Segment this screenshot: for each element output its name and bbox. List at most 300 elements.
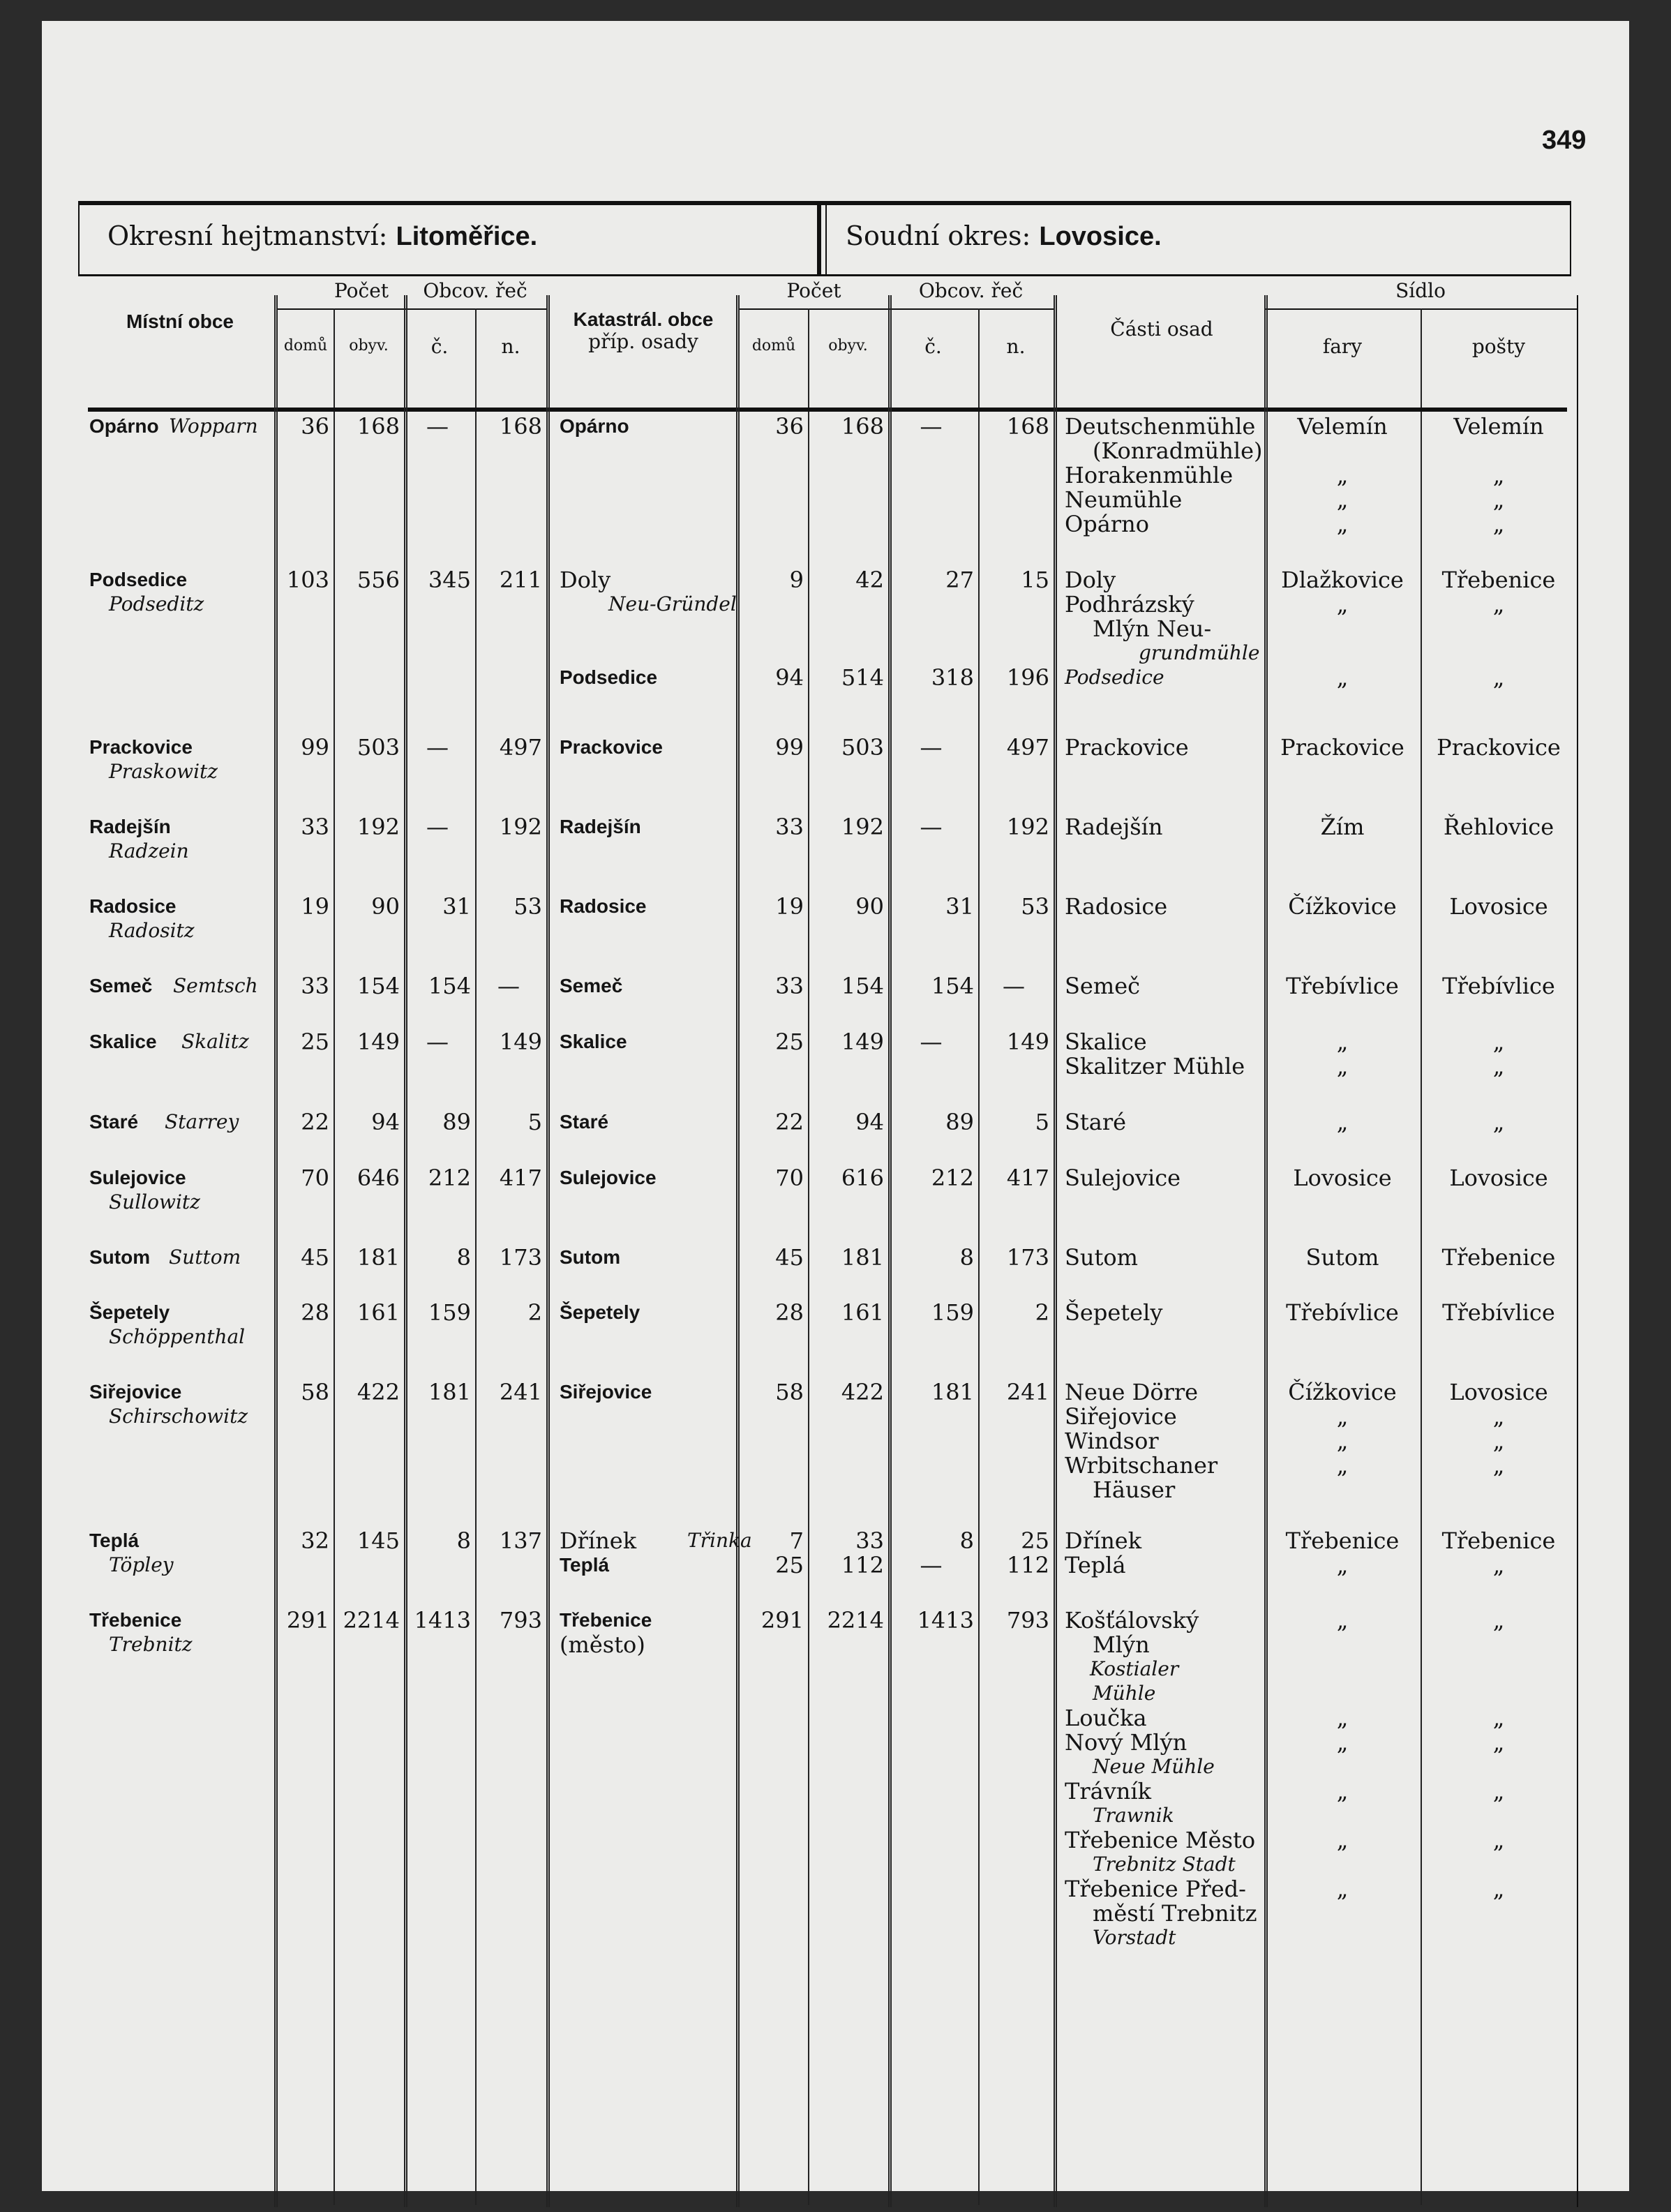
obec-domu: 19 bbox=[301, 893, 329, 920]
katastral-domu: 94 bbox=[775, 664, 804, 691]
cast-osady: Podsedice bbox=[1065, 666, 1164, 689]
fary-value: Třebívlice bbox=[1286, 1299, 1399, 1326]
obec-obyv: 181 bbox=[357, 1244, 400, 1271]
fary-value: Lovosice bbox=[1293, 1165, 1392, 1191]
posty-value: „ bbox=[1492, 1607, 1505, 1634]
obec-domu: 33 bbox=[301, 973, 329, 999]
posty-value: „ bbox=[1492, 1552, 1505, 1578]
header-mistni-obce: Místní obce bbox=[126, 311, 234, 332]
katastral-n: — bbox=[1003, 973, 1025, 999]
cast-osady: Neumühle bbox=[1065, 486, 1183, 513]
title-divider bbox=[817, 205, 821, 274]
obec-obyv: 646 bbox=[357, 1165, 400, 1191]
cast-osady: Vorstadt bbox=[1093, 1926, 1176, 1949]
header-casti-osad: Části osad bbox=[1110, 317, 1213, 341]
cast-osady: Trawnik bbox=[1093, 1804, 1174, 1827]
header-obyv: obyv. bbox=[349, 337, 389, 354]
posty-value: „ bbox=[1492, 1428, 1505, 1454]
posty-value: Lovosice bbox=[1449, 1379, 1548, 1405]
page-number: 349 bbox=[1542, 126, 1587, 155]
katastral-domu: 25 bbox=[775, 1552, 804, 1578]
fary-value: „ bbox=[1336, 1607, 1349, 1634]
obec-name: Sulejovice bbox=[89, 1167, 186, 1188]
header-fary: fary bbox=[1322, 335, 1363, 358]
katastral-name: Radejšín bbox=[560, 816, 641, 837]
katastral-domu: 99 bbox=[775, 734, 804, 761]
cast-osady: Sulejovice bbox=[1065, 1165, 1181, 1191]
column-rule bbox=[1421, 308, 1422, 408]
fary-value: „ bbox=[1336, 664, 1349, 691]
obec-n: 137 bbox=[499, 1527, 542, 1554]
katastral-c: — bbox=[920, 413, 943, 440]
katastral-n: 5 bbox=[1035, 1109, 1049, 1135]
cast-osady: Siřejovice bbox=[1065, 1403, 1177, 1430]
obec-obyv: 556 bbox=[357, 567, 400, 593]
obec-n: 5 bbox=[527, 1109, 542, 1135]
obec-name: Prackovice bbox=[89, 736, 193, 758]
obec-c: — bbox=[426, 734, 449, 761]
obec-name: Skalice bbox=[89, 1031, 157, 1052]
obec-obyv: 94 bbox=[371, 1109, 400, 1135]
cast-osady: Třebenice Město bbox=[1065, 1827, 1256, 1853]
posty-value: Prackovice bbox=[1437, 734, 1561, 761]
obec-n: 417 bbox=[499, 1165, 542, 1191]
katastral-n: 192 bbox=[1006, 814, 1049, 840]
obec-c: — bbox=[426, 413, 449, 440]
katastral-n: 196 bbox=[1006, 664, 1049, 691]
district-label: Okresní hejtmanství: bbox=[107, 221, 388, 251]
fary-value: „ bbox=[1336, 1053, 1349, 1079]
obec-name: Teplá bbox=[89, 1530, 140, 1551]
katastral-c: 8 bbox=[959, 1527, 974, 1554]
posty-value: „ bbox=[1492, 664, 1505, 691]
obec-n: 149 bbox=[499, 1029, 542, 1055]
obec-c: — bbox=[426, 814, 449, 840]
katastral-n: 497 bbox=[1006, 734, 1049, 761]
cast-osady: Skalice bbox=[1065, 1029, 1147, 1055]
header-obcov-rec: Obcov. řeč bbox=[423, 279, 527, 302]
title-box bbox=[78, 201, 1571, 276]
obec-name: Opárno bbox=[89, 415, 159, 437]
katastral-domu: 9 bbox=[789, 567, 804, 593]
court-title bbox=[846, 221, 1162, 252]
cast-osady: Třebenice Před- bbox=[1065, 1876, 1246, 1902]
obec-name-de: Semtsch bbox=[173, 974, 258, 997]
katastral-name: Teplá bbox=[560, 1554, 610, 1576]
katastral-sub: (město) bbox=[560, 1631, 645, 1658]
obec-name-de: Sullowitz bbox=[109, 1190, 200, 1213]
obec-c: 345 bbox=[428, 567, 471, 593]
obec-name-de: Töpley bbox=[109, 1553, 174, 1576]
obec-domu: 70 bbox=[301, 1165, 329, 1191]
katastral-domu: 33 bbox=[775, 973, 804, 999]
katastral-obyv: 149 bbox=[841, 1029, 884, 1055]
court-name: Lovosice. bbox=[1039, 222, 1162, 251]
posty-value: Třebenice bbox=[1441, 567, 1556, 593]
katastral-c: 1413 bbox=[917, 1607, 974, 1634]
header-c: č. bbox=[430, 335, 449, 358]
cast-osady: Šepetely bbox=[1065, 1299, 1163, 1326]
obec-c: 154 bbox=[428, 973, 471, 999]
obec-name: Třebenice bbox=[89, 1609, 182, 1631]
obec-name: Podsedice bbox=[89, 569, 188, 590]
posty-value: „ bbox=[1492, 1827, 1505, 1853]
obec-domu: 291 bbox=[286, 1607, 329, 1634]
katastral-n: 417 bbox=[1006, 1165, 1049, 1191]
obec-name-de: Podseditz bbox=[109, 592, 204, 615]
cast-osady: Mlýn bbox=[1093, 1631, 1150, 1658]
katastral-obyv: 192 bbox=[841, 814, 884, 840]
obec-c: 1413 bbox=[414, 1607, 471, 1634]
fary-value: „ bbox=[1336, 511, 1349, 537]
obec-name-de: Schirschowitz bbox=[109, 1405, 248, 1428]
obec-obyv: 145 bbox=[357, 1527, 400, 1554]
cast-osady: Radejšín bbox=[1065, 814, 1163, 840]
cast-osady: Radosice bbox=[1065, 893, 1168, 920]
cast-osady: Košťálovský bbox=[1065, 1607, 1199, 1634]
header-n-2: n. bbox=[1006, 335, 1026, 358]
posty-value: „ bbox=[1492, 486, 1505, 513]
header-subrule-2 bbox=[740, 308, 1054, 310]
cast-osady: Opárno bbox=[1065, 511, 1149, 537]
obec-n: 168 bbox=[499, 413, 542, 440]
katastral-obyv: 154 bbox=[841, 973, 884, 999]
cast-osady: Semeč bbox=[1065, 973, 1141, 999]
column-rule bbox=[475, 308, 477, 408]
obec-n: — bbox=[497, 973, 520, 999]
header-sidlo: Sídlo bbox=[1395, 279, 1446, 302]
obec-c: 89 bbox=[442, 1109, 471, 1135]
katastral-c: — bbox=[920, 734, 943, 761]
posty-value: Třebenice bbox=[1441, 1244, 1556, 1271]
katastral-obyv: 112 bbox=[841, 1552, 884, 1578]
katastral-domu: 7 bbox=[789, 1527, 804, 1554]
katastral-n: 793 bbox=[1006, 1607, 1049, 1634]
cast-osady: Dřínek bbox=[1065, 1527, 1142, 1554]
katastral-name: Podsedice bbox=[560, 666, 658, 688]
katastral-c: 212 bbox=[931, 1165, 974, 1191]
posty-value: Třebenice bbox=[1441, 1527, 1556, 1554]
katastral-name: Sutom bbox=[560, 1246, 621, 1268]
katastral-c: 181 bbox=[931, 1379, 974, 1405]
katastral-domu: 33 bbox=[775, 814, 804, 840]
katastral-c: 31 bbox=[945, 893, 974, 920]
cast-osady: Teplá bbox=[1065, 1552, 1126, 1578]
obec-name-de: Suttom bbox=[169, 1246, 241, 1269]
fary-value: Sutom bbox=[1305, 1244, 1379, 1271]
katastral-n: 149 bbox=[1006, 1029, 1049, 1055]
fary-value: Čížkovice bbox=[1288, 1379, 1397, 1405]
header-obyv-2: obyv. bbox=[828, 337, 868, 354]
katastral-c: 27 bbox=[945, 567, 974, 593]
katastral-obyv: 42 bbox=[855, 567, 884, 593]
fary-value: „ bbox=[1336, 1876, 1349, 1902]
obec-n: 241 bbox=[499, 1379, 542, 1405]
katastral-name: Šepetely bbox=[560, 1301, 640, 1323]
cast-osady: Wrbitschaner bbox=[1065, 1452, 1218, 1479]
cast-osady: Mühle bbox=[1093, 1682, 1156, 1705]
katastral-obyv: 168 bbox=[841, 413, 884, 440]
obec-domu: 33 bbox=[301, 814, 329, 840]
katastral-domu: 25 bbox=[775, 1029, 804, 1055]
cast-osady: městí Trebnitz bbox=[1093, 1900, 1257, 1927]
posty-value: „ bbox=[1492, 1778, 1505, 1804]
obec-obyv: 149 bbox=[357, 1029, 400, 1055]
cast-osady: Neue Dörre bbox=[1065, 1379, 1199, 1405]
katastral-name-de: Třinka bbox=[687, 1529, 752, 1552]
cast-osady: Trebnitz Stadt bbox=[1093, 1853, 1236, 1876]
obec-name: Semeč bbox=[89, 975, 153, 996]
fary-value: „ bbox=[1336, 462, 1349, 488]
katastral-domu: 22 bbox=[775, 1109, 804, 1135]
katastral-c: 318 bbox=[931, 664, 974, 691]
obec-domu: 58 bbox=[301, 1379, 329, 1405]
obec-name-de: Trebnitz bbox=[109, 1633, 193, 1656]
header-posty: pošty bbox=[1471, 335, 1526, 358]
katastral-c: — bbox=[920, 1552, 943, 1578]
obec-c: — bbox=[426, 1029, 449, 1055]
obec-n: 2 bbox=[527, 1299, 542, 1326]
katastral-domu: 291 bbox=[760, 1607, 804, 1634]
katastral-name-de: Neu-Gründel bbox=[608, 592, 737, 615]
fary-value: „ bbox=[1336, 1452, 1349, 1479]
posty-value: Lovosice bbox=[1449, 893, 1548, 920]
katastral-domu: 28 bbox=[775, 1299, 804, 1326]
katastral-name: Radosice bbox=[560, 895, 647, 917]
katastral-n: 241 bbox=[1006, 1379, 1049, 1405]
obec-domu: 28 bbox=[301, 1299, 329, 1326]
katastral-domu: 45 bbox=[775, 1244, 804, 1271]
obec-n: 173 bbox=[499, 1244, 542, 1271]
cast-osady: Loučka bbox=[1065, 1705, 1147, 1731]
obec-obyv: 161 bbox=[357, 1299, 400, 1326]
cast-osady: Podhrázský bbox=[1065, 591, 1194, 618]
fary-value: Velemín bbox=[1297, 413, 1388, 440]
obec-obyv: 192 bbox=[357, 814, 400, 840]
obec-obyv: 2214 bbox=[343, 1607, 400, 1634]
cast-osady: Mlýn Neu- bbox=[1093, 615, 1212, 642]
obec-obyv: 168 bbox=[357, 413, 400, 440]
cast-osady: Prackovice bbox=[1065, 734, 1189, 761]
obec-name-de: Schöppenthal bbox=[109, 1325, 246, 1348]
obec-n: 53 bbox=[514, 893, 542, 920]
katastral-name: Dřínek bbox=[560, 1527, 637, 1554]
katastral-n: 53 bbox=[1021, 893, 1049, 920]
obec-domu: 22 bbox=[301, 1109, 329, 1135]
document-page bbox=[42, 21, 1629, 2191]
katastral-name: Opárno bbox=[560, 415, 629, 437]
obec-c: 181 bbox=[428, 1379, 471, 1405]
header-subrule-1 bbox=[278, 308, 546, 310]
column-rule bbox=[978, 308, 980, 408]
obec-name: Radejšín bbox=[89, 816, 171, 837]
katastral-n: 2 bbox=[1035, 1299, 1049, 1326]
katastral-c: — bbox=[920, 1029, 943, 1055]
cast-osady: Horakenmühle bbox=[1065, 462, 1234, 488]
katastral-n: 112 bbox=[1006, 1552, 1049, 1578]
obec-n: 497 bbox=[499, 734, 542, 761]
fary-value: „ bbox=[1336, 1403, 1349, 1430]
katastral-name: Staré bbox=[560, 1111, 609, 1133]
katastral-obyv: 90 bbox=[855, 893, 884, 920]
posty-value: Třebívlice bbox=[1442, 973, 1555, 999]
posty-value: Lovosice bbox=[1449, 1165, 1548, 1191]
header-katastral-2: příp. osady bbox=[588, 330, 698, 353]
obec-name: Radosice bbox=[89, 895, 177, 917]
fary-value: „ bbox=[1336, 1827, 1349, 1853]
katastral-n: 173 bbox=[1006, 1244, 1049, 1271]
katastral-c: 8 bbox=[959, 1244, 974, 1271]
obec-c: 31 bbox=[442, 893, 471, 920]
katastral-obyv: 616 bbox=[841, 1165, 884, 1191]
column-rule bbox=[808, 308, 809, 408]
katastral-name: Sulejovice bbox=[560, 1167, 657, 1188]
posty-value: „ bbox=[1492, 1109, 1505, 1135]
header-domu: domů bbox=[283, 337, 328, 354]
obec-domu: 103 bbox=[286, 567, 329, 593]
header-n: n. bbox=[501, 335, 520, 358]
title-divider-thin bbox=[825, 205, 827, 274]
header-katastral: Katastrál. obce bbox=[573, 308, 714, 330]
fary-value: „ bbox=[1336, 1029, 1349, 1055]
cast-osady: grundmühle bbox=[1139, 641, 1260, 664]
posty-value: „ bbox=[1492, 591, 1505, 618]
posty-value: Třebívlice bbox=[1442, 1299, 1555, 1326]
fary-value: Žím bbox=[1320, 814, 1365, 840]
district-name: Litoměřice. bbox=[396, 222, 538, 251]
posty-value: „ bbox=[1492, 1403, 1505, 1430]
katastral-name: Skalice bbox=[560, 1031, 627, 1052]
obec-c: 8 bbox=[456, 1527, 471, 1554]
katastral-domu: 36 bbox=[775, 413, 804, 440]
posty-value: „ bbox=[1492, 1729, 1505, 1756]
fary-value: „ bbox=[1336, 1729, 1349, 1756]
posty-value: „ bbox=[1492, 1452, 1505, 1479]
katastral-obyv: 161 bbox=[841, 1299, 884, 1326]
fary-value: Třebívlice bbox=[1286, 973, 1399, 999]
column-rule bbox=[546, 295, 550, 2207]
obec-domu: 25 bbox=[301, 1029, 329, 1055]
katastral-obyv: 33 bbox=[855, 1527, 884, 1554]
cast-osady: Nový Mlýn bbox=[1065, 1729, 1187, 1756]
katastral-domu: 19 bbox=[775, 893, 804, 920]
cast-osady: Neue Mühle bbox=[1093, 1755, 1215, 1778]
katastral-c: 159 bbox=[931, 1299, 974, 1326]
katastral-n: 168 bbox=[1006, 413, 1049, 440]
katastral-n: 25 bbox=[1021, 1527, 1049, 1554]
column-rule bbox=[334, 308, 335, 408]
fary-value: Čížkovice bbox=[1288, 893, 1397, 920]
posty-value: „ bbox=[1492, 1876, 1505, 1902]
header-c-2: č. bbox=[924, 335, 942, 358]
fary-value: „ bbox=[1336, 1705, 1349, 1731]
katastral-name: Siřejovice bbox=[560, 1381, 652, 1403]
fary-value: „ bbox=[1336, 1778, 1349, 1804]
katastral-obyv: 2214 bbox=[827, 1607, 884, 1634]
obec-domu: 99 bbox=[301, 734, 329, 761]
obec-name-de: Wopparn bbox=[169, 414, 258, 438]
katastral-domu: 58 bbox=[775, 1379, 804, 1405]
posty-value: „ bbox=[1492, 1029, 1505, 1055]
cast-osady: Kostialer bbox=[1090, 1657, 1179, 1680]
obec-obyv: 154 bbox=[357, 973, 400, 999]
obec-n: 192 bbox=[499, 814, 542, 840]
cast-osady: Doly bbox=[1065, 567, 1116, 593]
posty-value: Velemín bbox=[1453, 413, 1544, 440]
fary-value: Dlažkovice bbox=[1281, 567, 1404, 593]
katastral-c: 154 bbox=[931, 973, 974, 999]
obec-c: 8 bbox=[456, 1244, 471, 1271]
obec-name: Siřejovice bbox=[89, 1381, 182, 1403]
obec-obyv: 90 bbox=[371, 893, 400, 920]
katastral-obyv: 181 bbox=[841, 1244, 884, 1271]
katastral-name: Doly bbox=[560, 567, 611, 593]
cast-osady: (Konradmühle) bbox=[1093, 438, 1263, 464]
fary-value: „ bbox=[1336, 591, 1349, 618]
fary-value: „ bbox=[1336, 1109, 1349, 1135]
obec-c: 212 bbox=[428, 1165, 471, 1191]
header-pocet: Počet bbox=[334, 279, 389, 302]
obec-obyv: 503 bbox=[357, 734, 400, 761]
posty-value: „ bbox=[1492, 1053, 1505, 1079]
obec-domu: 45 bbox=[301, 1244, 329, 1271]
header-domu-2: domů bbox=[751, 337, 796, 354]
katastral-name: Prackovice bbox=[560, 736, 663, 758]
obec-name: Sutom bbox=[89, 1246, 151, 1268]
katastral-obyv: 94 bbox=[855, 1109, 884, 1135]
obec-domu: 32 bbox=[301, 1527, 329, 1554]
obec-n: 211 bbox=[499, 567, 542, 593]
katastral-name: Třebenice bbox=[560, 1609, 652, 1631]
posty-value: „ bbox=[1492, 462, 1505, 488]
posty-value: „ bbox=[1492, 511, 1505, 537]
katastral-name: Semeč bbox=[560, 975, 623, 996]
cast-osady: Deutschenmühle bbox=[1065, 413, 1256, 440]
fary-value: „ bbox=[1336, 486, 1349, 513]
obec-name-de: Radositz bbox=[109, 919, 195, 942]
obec-obyv: 422 bbox=[357, 1379, 400, 1405]
katastral-obyv: 422 bbox=[841, 1379, 884, 1405]
obec-n: 793 bbox=[499, 1607, 542, 1634]
katastral-obyv: 503 bbox=[841, 734, 884, 761]
obec-name-de: Skalitz bbox=[181, 1030, 249, 1053]
cast-osady: Trávník bbox=[1065, 1778, 1152, 1804]
obec-domu: 36 bbox=[301, 413, 329, 440]
cast-osady: Häuser bbox=[1093, 1477, 1176, 1503]
posty-value: „ bbox=[1492, 1705, 1505, 1731]
obec-c: 159 bbox=[428, 1299, 471, 1326]
obec-name-de: Radzein bbox=[109, 839, 189, 862]
cast-osady: Staré bbox=[1065, 1109, 1127, 1135]
fary-value: „ bbox=[1336, 1428, 1349, 1454]
column-rule bbox=[1054, 295, 1057, 2207]
cast-osady: Windsor bbox=[1065, 1428, 1159, 1454]
header-rule bbox=[88, 408, 1567, 412]
court-label: Soudní okres: bbox=[846, 221, 1031, 251]
katastral-c: 89 bbox=[945, 1109, 974, 1135]
right-rule bbox=[1577, 295, 1578, 2207]
posty-value: Řehlovice bbox=[1443, 814, 1554, 840]
header-obcov-rec-2: Obcov. řeč bbox=[918, 279, 1024, 302]
fary-value: Prackovice bbox=[1280, 734, 1404, 761]
fary-value: Třebenice bbox=[1285, 1527, 1400, 1554]
obec-name-de: Starrey bbox=[165, 1110, 239, 1133]
katastral-domu: 70 bbox=[775, 1165, 804, 1191]
obec-name: Šepetely bbox=[89, 1301, 170, 1323]
fary-value: „ bbox=[1336, 1552, 1349, 1578]
obec-name-de: Praskowitz bbox=[109, 760, 218, 783]
katastral-obyv: 514 bbox=[841, 664, 884, 691]
